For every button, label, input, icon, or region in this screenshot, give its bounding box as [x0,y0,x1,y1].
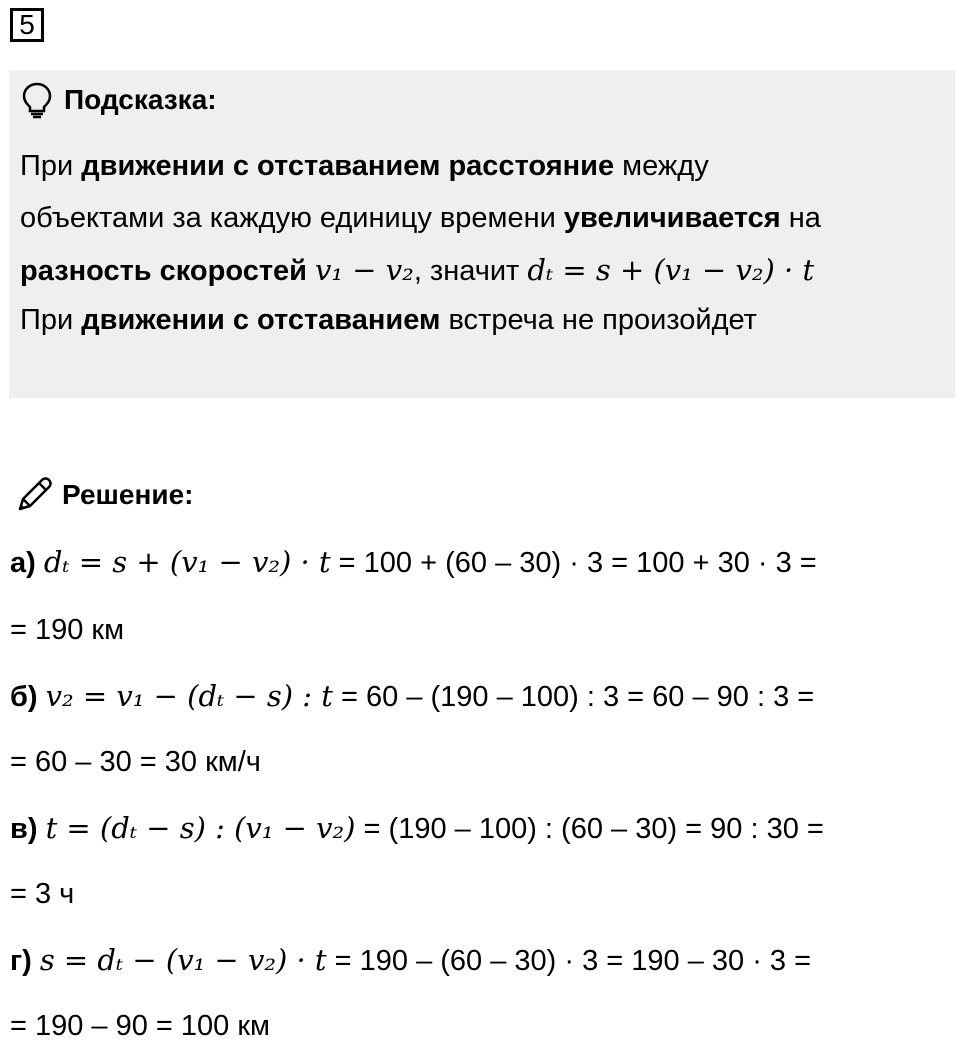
formula-b: v₂ = v₁ − (dₜ − s) : t [45,679,333,713]
hint-formula-distance: dₜ = s + (v₁ − v₂) · t [527,253,815,287]
hint-formula-speed-diff: v₁ − v₂ [315,253,414,287]
solution-v: в) t = (dₜ − s) : (v₁ − v₂) = (190 – 100) : (60 – 30) = 90 : 30 = [10,811,824,845]
solution-b: б) v₂ = v₁ − (dₜ − s) : t = 60 – (190 – 100) : 3 = 60 – 90 : 3 = [10,679,815,713]
solution-a: а) dₜ = s + (v₁ − v₂) · t = 100 + (60 – 30) · 3 = 100 + 30 · 3 = [10,545,817,579]
solution-b-cont: = 60 – 30 = 30 км/ч [10,746,261,778]
solution-g: г) s = dₜ − (v₁ − v₂) · t = 190 – (60 – 30) · 3 = 190 – 30 · 3 = [10,943,812,977]
pencil-icon [14,475,54,515]
hint-header [20,80,217,120]
solution-title: Решение: [62,479,194,510]
task-number: 5 [10,8,44,42]
formula-g: s = dₜ − (v₁ − v₂) · t [39,943,327,977]
hint-line-1: При движении с отставанием расстояние между [20,150,709,182]
formula-v: t = (dₜ − s) : (v₁ − v₂) [45,811,356,845]
lightbulb-icon [20,81,54,119]
hint-title: Подсказка: [64,84,217,115]
solution-g-cont: = 190 – 90 = 100 км [10,1010,270,1042]
formula-a: dₜ = s + (v₁ − v₂) · t [43,545,331,579]
hint-line-3: разность скоростей v₁ − v₂, значит dₜ = s + (v₁ − v₂) · t [20,253,815,287]
hint-line-4: При движении с отставанием встреча не произойдет [20,304,757,336]
solution-a-cont: = 190 км [10,614,125,646]
solution-header [14,474,193,516]
hint-line-2: объектами за каждую единицу времени увеличивается на [20,202,821,234]
solution-v-cont: = 3 ч [10,878,75,910]
